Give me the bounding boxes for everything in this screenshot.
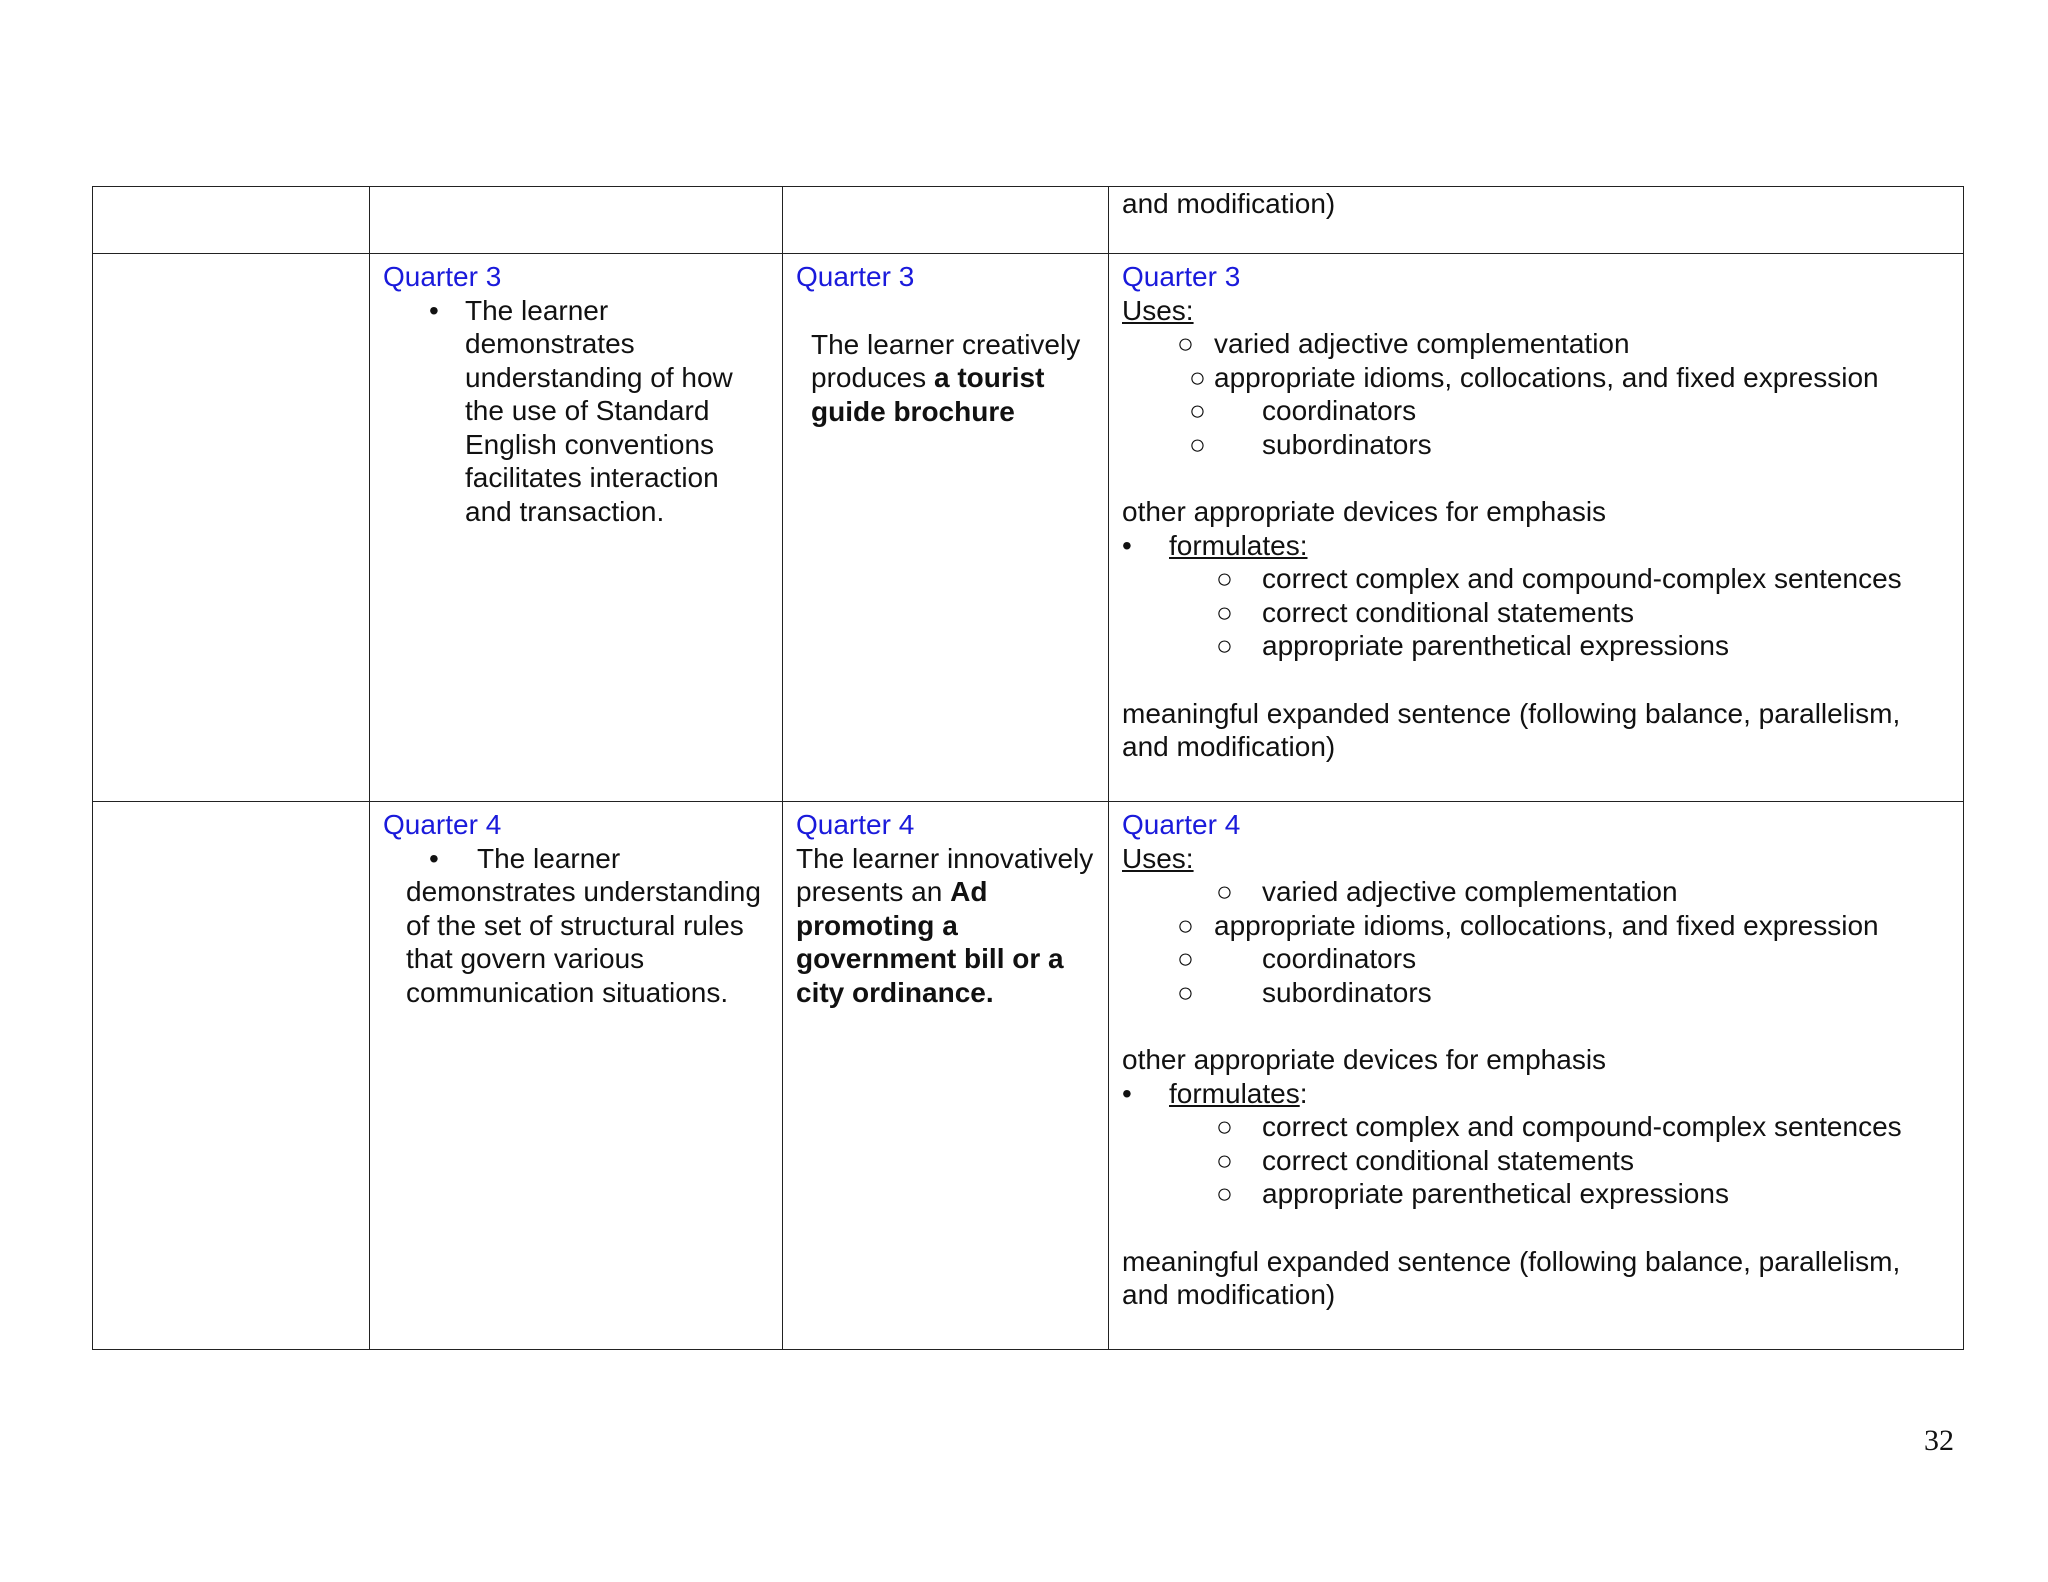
performance-text: [796, 842, 1096, 1010]
cell-performance-standards: [783, 254, 1109, 802]
list-item-text: appropriate parenthetical expressions: [1262, 1178, 1729, 1209]
list-item-text: varied adjective complementation: [1214, 328, 1630, 359]
quarter-label: Quarter 4: [383, 809, 502, 840]
circle-bullet-icon: ○: [1216, 596, 1233, 628]
meaningful-sentence-text: meaningful expanded sentence (following balance, parallelism, and modification): [1122, 1245, 1901, 1310]
circle-bullet-icon: ○: [1177, 909, 1194, 941]
other-devices-text: other appropriate devices for emphasis: [1122, 1044, 1607, 1075]
bullet-icon: •: [429, 842, 439, 874]
cell-competencies: [1109, 187, 1964, 254]
list-item: [1122, 909, 1951, 943]
list-item: [1122, 529, 1951, 563]
cell-content-standards: [370, 802, 783, 1350]
list-item: [1122, 327, 1951, 361]
bullet-icon: •: [1122, 529, 1132, 561]
circle-bullet-icon: ○: [1216, 876, 1233, 907]
standard-text: The learner demonstrates understanding of how the use of Standard English conventions facilitates interaction and transaction.: [465, 294, 733, 527]
list-item-text: correct conditional statements: [1262, 596, 1634, 628]
circle-bullet-icon: ○: [1216, 630, 1233, 661]
cell-content-standards: [370, 254, 783, 802]
list-item: [1122, 428, 1951, 462]
quarter-label: Quarter 3: [383, 261, 502, 292]
circle-bullet-icon: ○: [1216, 1178, 1233, 1209]
list-item-text: subordinators: [1262, 976, 1432, 1008]
other-devices-text: other appropriate devices for emphasis: [1122, 496, 1607, 527]
quarter-label: Quarter 4: [796, 809, 915, 840]
list-item-text: appropriate idioms, collocations, and fixed expression: [1214, 909, 1879, 941]
quarter-label: Quarter 4: [1122, 809, 1241, 840]
circle-bullet-icon: ○: [1216, 563, 1233, 594]
circle-bullet-icon: ○: [1189, 395, 1206, 426]
circle-bullet-icon: ○: [1177, 328, 1194, 359]
table-row: [93, 254, 1964, 802]
list-item: [1122, 361, 1951, 395]
formulates-label: formulates: [1169, 1077, 1300, 1109]
table-row: [93, 187, 1964, 254]
circle-bullet-icon: ○: [1177, 976, 1194, 1008]
quarter-label: Quarter 3: [796, 261, 915, 292]
circle-bullet-icon: ○: [1189, 428, 1206, 460]
list-item: [383, 842, 770, 876]
list-item-text: subordinators: [1262, 428, 1432, 460]
circle-bullet-icon: ○: [1189, 361, 1206, 393]
uses-label: Uses:: [1122, 294, 1194, 326]
circle-bullet-icon: ○: [1216, 1111, 1233, 1142]
list-item-text: correct complex and compound-complex sentences: [1262, 1111, 1902, 1142]
list-item: [1122, 1177, 1951, 1211]
cell-empty: [783, 187, 1109, 254]
list-item: [1122, 596, 1951, 630]
continued-text: and modification): [1122, 188, 1336, 219]
list-item-text: varied adjective complementation: [1262, 876, 1678, 907]
list-item-text: correct complex and compound-complex sentences: [1262, 563, 1902, 594]
list-item: [1122, 394, 1951, 428]
uses-label: Uses:: [1122, 842, 1194, 874]
list-item: [1122, 562, 1951, 596]
cell-performance-standards: [783, 802, 1109, 1350]
list-item: [1122, 1110, 1951, 1144]
quarter-label: Quarter 3: [1122, 261, 1241, 292]
page-number: 32: [1924, 1424, 1954, 1457]
bullet-icon: •: [1122, 1077, 1132, 1109]
circle-bullet-icon: ○: [1216, 1144, 1233, 1176]
performance-text-regular: The learner creatively produces: [811, 328, 1081, 393]
list-item-text: correct conditional statements: [1262, 1144, 1634, 1176]
list-item: [1122, 1144, 1951, 1178]
cell-empty: [370, 187, 783, 254]
cell-empty: [93, 802, 370, 1350]
meaningful-sentence-text: meaningful expanded sentence (following balance, parallelism, and modification): [1122, 697, 1901, 762]
formulates-colon: :: [1299, 1077, 1308, 1109]
curriculum-table: [92, 186, 1964, 1350]
formulates-label: formulates:: [1169, 529, 1308, 561]
cell-competencies: [1109, 254, 1964, 802]
list-item: [1122, 875, 1951, 909]
performance-text-bold: a tourist guide brochure: [811, 362, 1045, 427]
cell-competencies: [1109, 802, 1964, 1350]
list-item: [383, 294, 770, 529]
list-item-text: appropriate parenthetical expressions: [1262, 630, 1729, 661]
list-item: [1122, 976, 1951, 1010]
list-item-text: coordinators: [1262, 943, 1417, 974]
bullet-icon: •: [429, 294, 439, 326]
list-item: [1122, 629, 1951, 663]
performance-text-bold: Ad promoting a government bill or a city ordinance.: [796, 876, 1064, 1008]
circle-bullet-icon: ○: [1177, 943, 1194, 974]
standard-text: The learner: [477, 842, 621, 874]
standard-text-continued: demonstrates understanding of the set of structural rules that govern various communication situations.: [406, 876, 761, 1008]
table-row: [93, 802, 1964, 1350]
cell-empty: [93, 187, 370, 254]
cell-empty: [93, 254, 370, 802]
list-item-text: appropriate idioms, collocations, and fixed expression: [1214, 361, 1879, 393]
performance-text: [796, 328, 1096, 429]
list-item-text: coordinators: [1262, 395, 1417, 426]
list-item: [1122, 1077, 1951, 1111]
performance-text-regular: The learner innovatively presents an: [796, 842, 1094, 907]
list-item: [1122, 942, 1951, 976]
